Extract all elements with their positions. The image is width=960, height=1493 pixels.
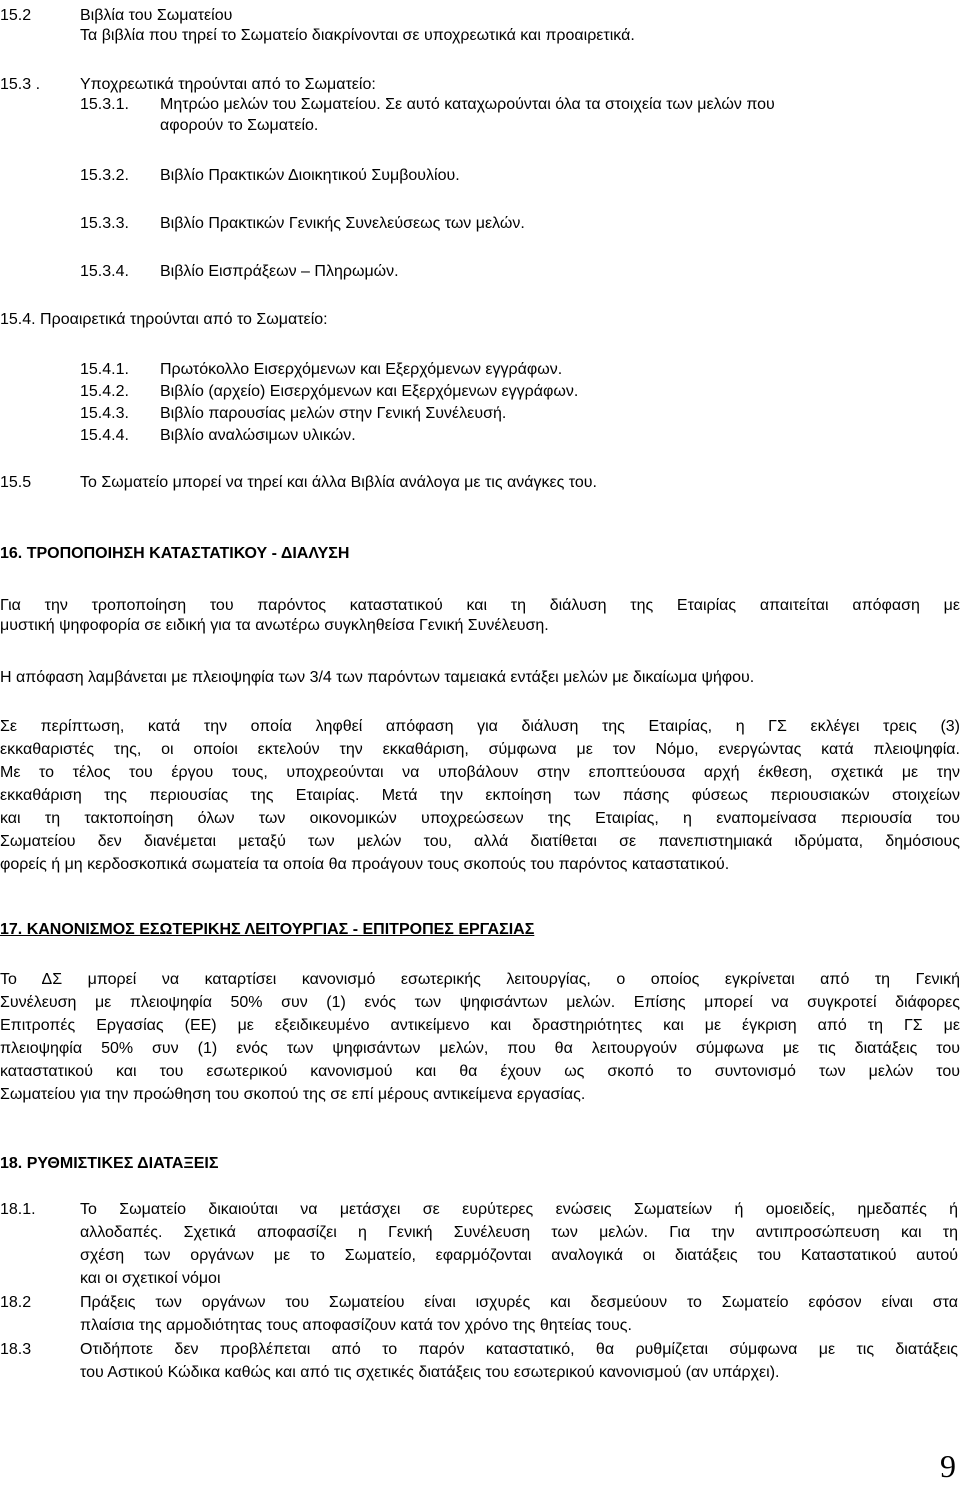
- section-title: Υποχρεωτικά τηρούνται από το Σωματείο:: [80, 76, 376, 93]
- item-number: 18.2: [0, 1294, 32, 1311]
- paragraph-line: Με το τέλος του έργου τους, υποχρεούνται να υποβάλουν στην εποπτεύουσα αρχή έκθεση, σχετικά με την: [0, 764, 960, 781]
- item-number: 18.3: [0, 1341, 32, 1358]
- paragraph: [0, 970, 960, 1105]
- section-heading: 17. ΚΑΝΟΝΙΣΜΟΣ ΕΣΩΤΕΡΙΚΗΣ ΛΕΙΤΟΥΡΓΙΑΣ - ΕΠΙΤΡΟΠΕΣ ΕΡΓΑΣΙΑΣ: [0, 921, 535, 938]
- paragraph-line: πλαίσια της αρμοδιότητας τους αποφασίζουν κατά τον χρόνο της θητείας τους.: [80, 1317, 632, 1334]
- item-number: 15.3.3.: [80, 215, 129, 232]
- paragraph-line: Το Σωματείο δικαιούται να μετάσχει σε ευρύτερες ενώσεις Σωματείων ή ομοειδείς, ημεδαπές ή: [80, 1201, 958, 1218]
- section-title: Βιβλία του Σωματείου: [80, 7, 233, 24]
- item-number: 15.4.2.: [80, 383, 129, 400]
- item-number: 15.3.1.: [80, 96, 129, 113]
- paragraph-line: Σε περίπτωση, κατά την οποία ληφθεί απόφαση για διάλυση της Εταιρίας, η ΓΣ εκλέγει τρεις (3): [0, 718, 960, 735]
- item-text: Μητρώο μελών του Σωματείου. Σε αυτό καταχωρούνται όλα τα στοιχεία των μελών που: [160, 96, 775, 113]
- paragraph-line: Οτιδήποτε δεν προβλέπεται από το παρόν καταστατικό, θα ρυθμίζεται σύμφωνα με τις διατάξεις: [80, 1341, 958, 1358]
- item-number: 15.3.4.: [80, 263, 129, 280]
- section-heading: 18. ΡΥΘΜΙΣΤΙΚΕΣ ΔΙΑΤΑΞΕΙΣ: [0, 1155, 219, 1172]
- item-number: 15.3.2.: [80, 167, 129, 184]
- paragraph-line: και τη τακτοποίηση όλων των οικονομικών υποχρεώσεων της Εταιρίας, η εναπομείνασα περιουσία του: [0, 810, 960, 827]
- paragraph-line: αλλοδαπές. Σχετικά αποφασίζει η Γενική Συνέλευση των μελών. Για την αντιπροσώπευση και τη: [80, 1224, 958, 1241]
- paragraph-line: Το ΔΣ μπορεί να καταρτίσει κανονισμό εσωτερικής λειτουργίας, ο οποίος εγκρίνεται από τη Γενική: [0, 971, 960, 988]
- paragraph-line: μυστική ψηφοφορία σε ειδική για τα ανωτέρω συγκληθείσα Γενική Συνέλευση.: [0, 617, 549, 634]
- section-title: 15.4. Προαιρετικά τηρούνται από το Σωματείο:: [0, 311, 328, 328]
- item-number: 15.4.3.: [80, 405, 129, 422]
- section-heading: 16. ΤΡΟΠΟΠΟΙΗΣΗ ΚΑΤΑΣΤΑΤΙΚΟΥ - ΔΙΑΛΥΣΗ: [0, 545, 350, 562]
- item-text: Βιβλίο Πρακτικών Διοικητικού Συμβουλίου.: [160, 167, 460, 184]
- item-text: αφορούν το Σωματείο.: [160, 117, 319, 134]
- paragraph: [0, 717, 960, 875]
- paragraph-line: Για την τροποποίηση του παρόντος καταστατικού και τη διάλυση της Εταιρίας απαιτείται απόφαση με: [0, 597, 960, 614]
- paragraph: [0, 596, 960, 636]
- paragraph: Η απόφαση λαμβάνεται με πλειοψηφία των 3/4 των παρόντων ταμειακά εντάξει μελών με δικαίωμα ψήφου.: [0, 669, 755, 686]
- item-text: Βιβλίο Εισπράξεων – Πληρωμών.: [160, 263, 399, 280]
- paragraph-line: και οι σχετικοί νόμοι: [80, 1270, 221, 1287]
- paragraph-line: Συνέλευση με πλειοψηφία 50% συν (1) ενός των ψηφισάντων μελών. Επίσης μπορεί να συγκροτεί διάφορες: [0, 994, 960, 1011]
- paragraph-line: Επιτροπές Εργασίας (ΕΕ) με εξειδικευμένο αντικείμενο και δραστηριότητες και με έγκριση από τη ΓΣ με: [0, 1017, 960, 1034]
- paragraph-line: Σωματείου δεν διανέμεται μεταξύ των μελών του, αλλά διατίθεται σε πανεπιστημιακά ιδρύματα, δημόσιους: [0, 833, 960, 850]
- item-paragraph: [80, 1340, 958, 1383]
- paragraph-line: εκκαθαριστές της, οι οποίοι εκτελούν την εκκαθάριση, σύμφωνα με τον Νόμο, ενεργώντας κατά πλειοψηφία.: [0, 741, 960, 758]
- paragraph-line: Σωματείου για την προώθηση του σκοπού της σε επί μέρους αντικείμενα εργασίας.: [0, 1086, 586, 1103]
- paragraph-line: φορείς ή μη κερδοσκοπικά σωματεία τα οποία θα προάγουν τους σκοπούς του παρόντος καταστατικού.: [0, 856, 730, 873]
- paragraph-line: του Αστικού Κώδικα καθώς και από τις σχετικές διατάξεις του εσωτερικού κανονισμού (αν υπάρχει).: [80, 1364, 780, 1381]
- item-text: Βιβλίο παρουσίας μελών στην Γενική Συνέλευσή.: [160, 405, 507, 422]
- paragraph-line: σχέση των οργάνων με το Σωματείο, εφαρμόζονται αναλογικά οι διατάξεις του Καταστατικού αυτού: [80, 1247, 958, 1264]
- item-text: Βιβλίο αναλώσιμων υλικών.: [160, 427, 356, 444]
- item-text: Βιβλίο Πρακτικών Γενικής Συνελεύσεως των μελών.: [160, 215, 525, 232]
- section-text: Το Σωματείο μπορεί να τηρεί και άλλα Βιβλία ανάλογα με τις ανάγκες του.: [80, 474, 597, 491]
- paragraph-line: πλειοψηφία 50% συν (1) ενός των ψηφισάντων μελών, που θα λειτουργούν σύμφωνα με τις διατάξεις του: [0, 1040, 960, 1057]
- section-number: 15.2: [0, 7, 32, 24]
- item-number: 18.1.: [0, 1201, 36, 1218]
- item-number: 15.4.4.: [80, 427, 129, 444]
- item-paragraph: [80, 1293, 958, 1336]
- item-paragraph: [80, 1200, 958, 1289]
- paragraph-line: Πράξεις των οργάνων του Σωματείου είναι ισχυρές και δεσμεύουν το Σωματείο εφόσον είναι στα: [80, 1294, 958, 1311]
- paragraph-line: καταστατικού και του εσωτερικού κανονισμού και θα έχουν ως σκοπό το συντονισμό των μελών του: [0, 1063, 960, 1080]
- item-text: Βιβλίο (αρχείο) Εισερχόμενων και Εξερχόμενων εγγράφων.: [160, 383, 579, 400]
- section-number: 15.3 .: [0, 76, 41, 93]
- item-number: 15.4.1.: [80, 361, 129, 378]
- section-number: 15.5: [0, 474, 32, 491]
- section-text: Τα βιβλία που τηρεί το Σωματείο διακρίνονται σε υποχρεωτικά και προαιρετικά.: [80, 27, 635, 44]
- item-text: Πρωτόκολλο Εισερχόμενων και Εξερχόμενων εγγράφων.: [160, 361, 563, 378]
- page-number: 9: [940, 1448, 956, 1484]
- paragraph-line: εκκαθάριση της περιουσίας της Εταιρίας. Μετά την εκποίηση των πάσης φύσεως περιουσιακών στοιχείων: [0, 787, 960, 804]
